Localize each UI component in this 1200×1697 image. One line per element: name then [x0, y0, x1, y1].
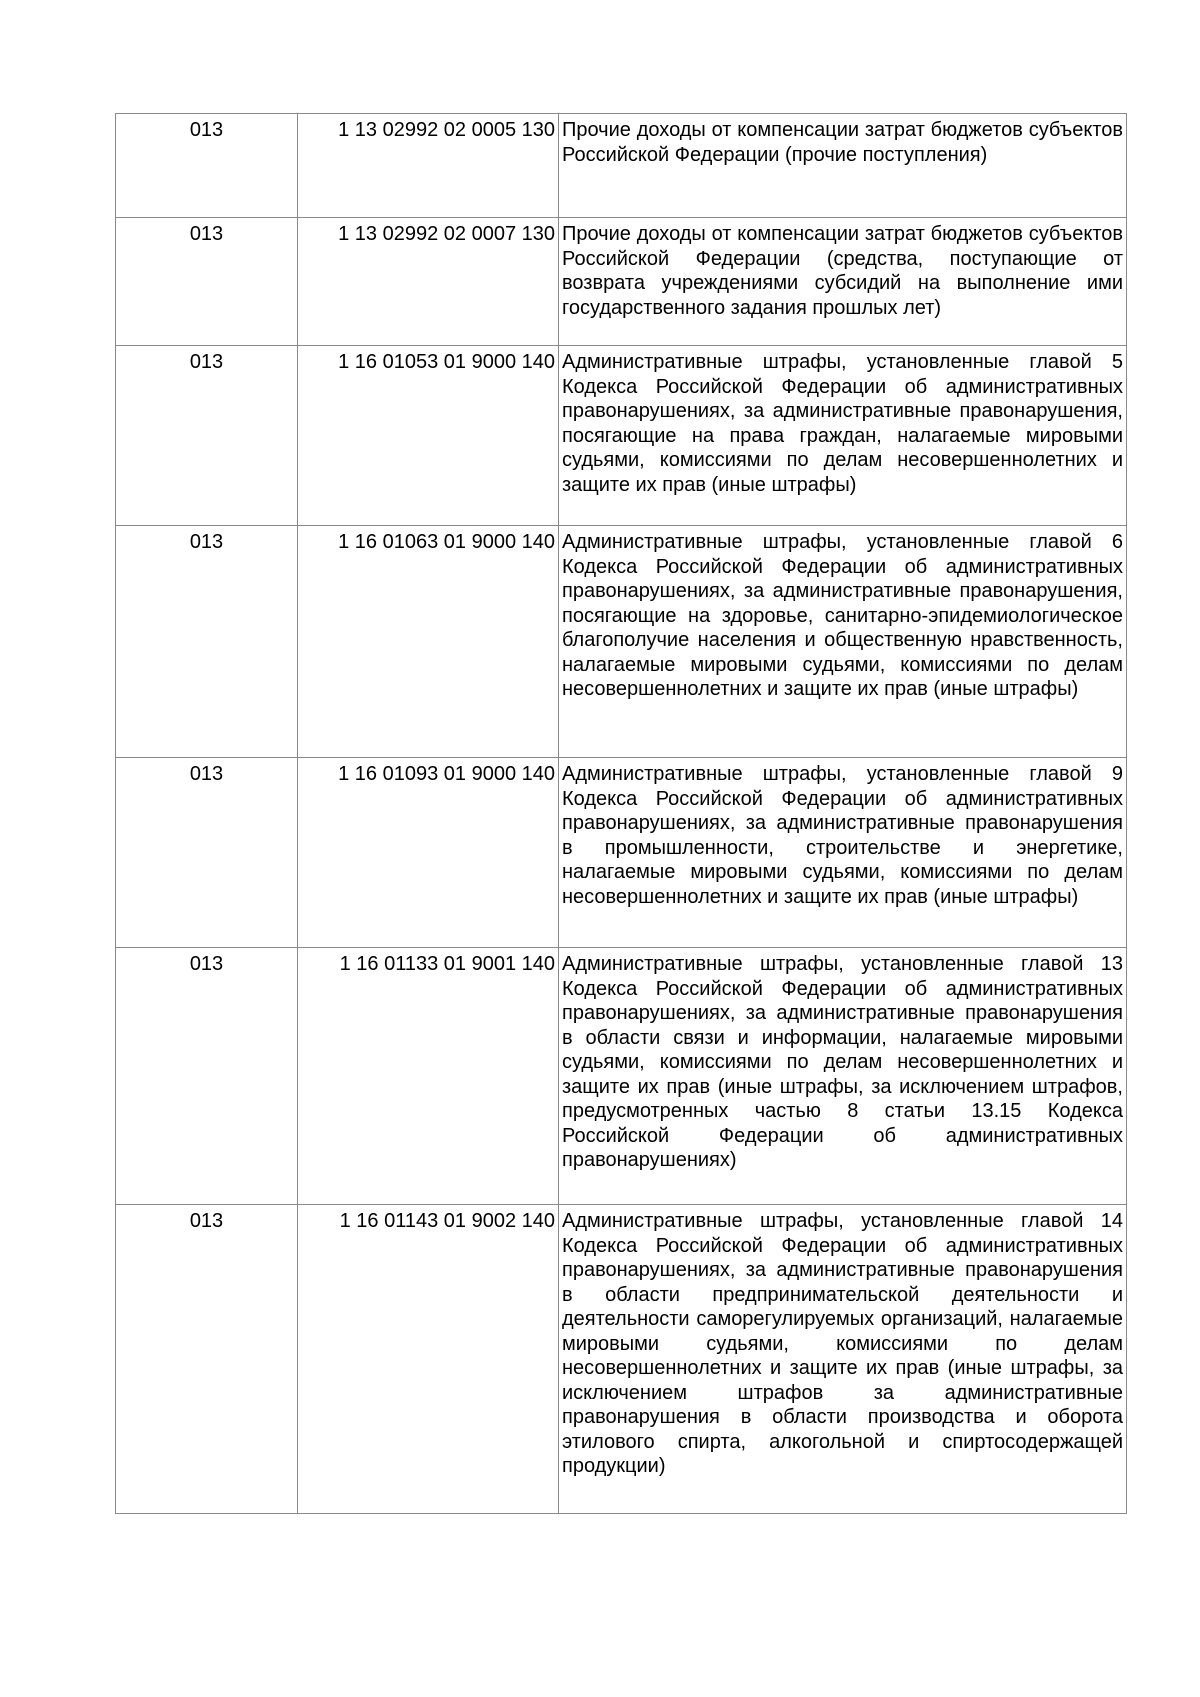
revenue-code-cell: 1 13 02992 02 0005 130: [298, 114, 559, 218]
table-row: [116, 526, 1127, 758]
table-row: [116, 218, 1127, 346]
revenue-code-cell: 1 16 01063 01 9000 140: [298, 526, 559, 758]
revenue-code-cell: 1 13 02992 02 0007 130: [298, 218, 559, 346]
table-row: [116, 1205, 1127, 1514]
revenue-name-cell: Административные штрафы, установленные главой 9 Кодекса Российской Федерации об административных правонарушениях, за административные правонарушения в промышленности, строительстве и энергетике, налагаемые мировыми судьями, комиссиями по делам несовершеннолетних и защите их прав (иные штрафы): [559, 758, 1127, 948]
admin-code-cell: 013: [116, 346, 298, 526]
table-row: [116, 114, 1127, 218]
admin-code-cell: 013: [116, 218, 298, 346]
table-row: [116, 346, 1127, 526]
admin-code-cell: 013: [116, 948, 298, 1205]
revenue-code-cell: 1 16 01143 01 9002 140: [298, 1205, 559, 1514]
revenue-code-cell: 1 16 01053 01 9000 140: [298, 346, 559, 526]
revenue-name-cell: Административные штрафы, установленные главой 14 Кодекса Российской Федерации об административных правонарушениях, за административные правонарушения в области предпринимательской деятельности и деятельности саморегулируемых организаций, налагаемые мировыми судьями, комиссиями по делам несовершеннолетних и защите их прав (иные штрафы, за исключением штрафов за административные правонарушения в области производства и оборота этилового спирта, алкогольной и спиртосодержащей продукции): [559, 1205, 1127, 1514]
admin-code-cell: 013: [116, 758, 298, 948]
revenue-name-cell: Административные штрафы, установленные главой 13 Кодекса Российской Федерации об административных правонарушениях, за административные правонарушения в области связи и информации, налагаемые мировыми судьями, комиссиями по делам несовершеннолетних и защите их прав (иные штрафы, за исключением штрафов, предусмотренных частью 8 статьи 13.15 Кодекса Российской Федерации об административных правонарушениях): [559, 948, 1127, 1205]
admin-code-cell: 013: [116, 114, 298, 218]
admin-code-cell: 013: [116, 526, 298, 758]
table-row: [116, 948, 1127, 1205]
admin-code-cell: 013: [116, 1205, 298, 1514]
revenue-name-cell: Прочие доходы от компенсации затрат бюджетов субъектов Российской Федерации (прочие поступления): [559, 114, 1127, 218]
revenue-code-cell: 1 16 01093 01 9000 140: [298, 758, 559, 948]
revenue-code-cell: 1 16 01133 01 9001 140: [298, 948, 559, 1205]
revenue-name-cell: Прочие доходы от компенсации затрат бюджетов субъектов Российской Федерации (средства, поступающие от возврата учреждениями субсидий на выполнение ими государственного задания прошлых лет): [559, 218, 1127, 346]
revenue-name-cell: Административные штрафы, установленные главой 5 Кодекса Российской Федерации об административных правонарушениях, за административные правонарушения, посягающие на права граждан, налагаемые мировыми судьями, комиссиями по делам несовершеннолетних и защите их прав (иные штрафы): [559, 346, 1127, 526]
table-row: [116, 758, 1127, 948]
revenue-name-cell: Административные штрафы, установленные главой 6 Кодекса Российской Федерации об административных правонарушениях, за административные правонарушения, посягающие на здоровье, санитарно-эпидемиологическое благополучие населения и общественную нравственность, налагаемые мировыми судьями, комиссиями по делам несовершеннолетних и защите их прав (иные штрафы): [559, 526, 1127, 758]
revenue-codes-table: [115, 113, 1127, 1514]
